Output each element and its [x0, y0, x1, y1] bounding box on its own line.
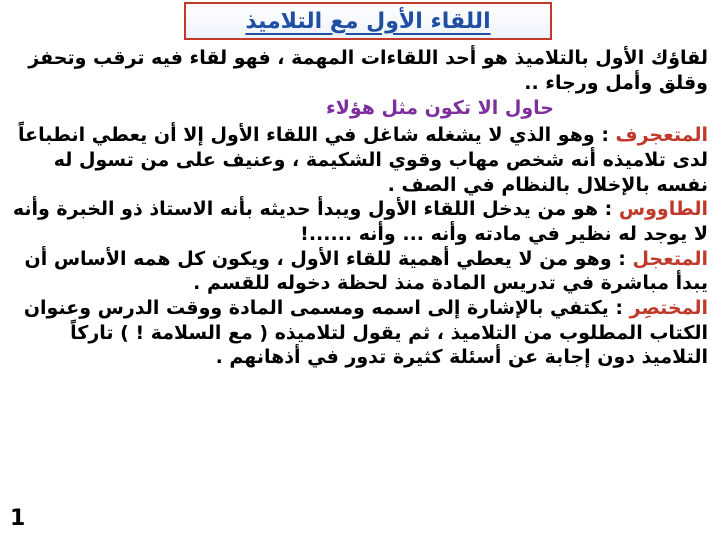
entry-peacock [12, 197, 708, 246]
entry-term: المتعجرف [615, 124, 708, 147]
intro-paragraph: لقاؤك الأول بالتلاميذ هو أحد اللقاءات المهمة ، فهو لقاء فيه ترقب وتحفز وقلق وأمل ورجاء .. [28, 47, 708, 94]
entry-brief [12, 296, 708, 370]
entry-term: المختصِر [629, 297, 708, 320]
entry-hasty [12, 247, 708, 296]
document-body [12, 46, 708, 370]
entry-text: : وهو من لا يعطي أهمية للقاء الأول ، ويكون كل همه الأساس أن يبدأ مباشرة في تدريس المادة منذ لحظة دخوله للقسم . [24, 247, 708, 295]
entry-term: المتعجل [632, 247, 708, 270]
entry-term: الطاووس [618, 198, 708, 221]
subheading: حاول الا تكون مثل هؤلاء [326, 97, 554, 120]
title-banner [184, 2, 552, 40]
entry-text: : يكتفي بالإشارة إلى اسمه ومسمى المادة ووقت الدرس وعنوان الكتاب المطلوب من التلاميذ ، ثم يقول لتلاميذه ( مع السلامة ! ) تاركاً التلاميذ دون إجابة عن أسئلة كثيرة تدور في أذهانهم . [23, 297, 708, 369]
entry-text: : وهو الذي لا يشغله شاغل في اللقاء الأول إلا أن يعطي انطباعاً لدى تلاميذه أنه شخص مهاب وقوي الشكيمة ، وعنيف على من تسول له نفسه بالإخلال بالنظام في الصف . [17, 124, 708, 196]
page-number: 1 [10, 506, 26, 531]
entry-text: : هو من يدخل اللقاء الأول ويبدأ حديثه بأنه الاستاذ ذو الخبرة وأنه لا يوجد له نظير في مادته وأنه ... وأنه ......! [12, 198, 708, 245]
entry-arrogant [12, 123, 708, 197]
page-title: اللقاء الأول مع التلاميذ [245, 8, 491, 34]
